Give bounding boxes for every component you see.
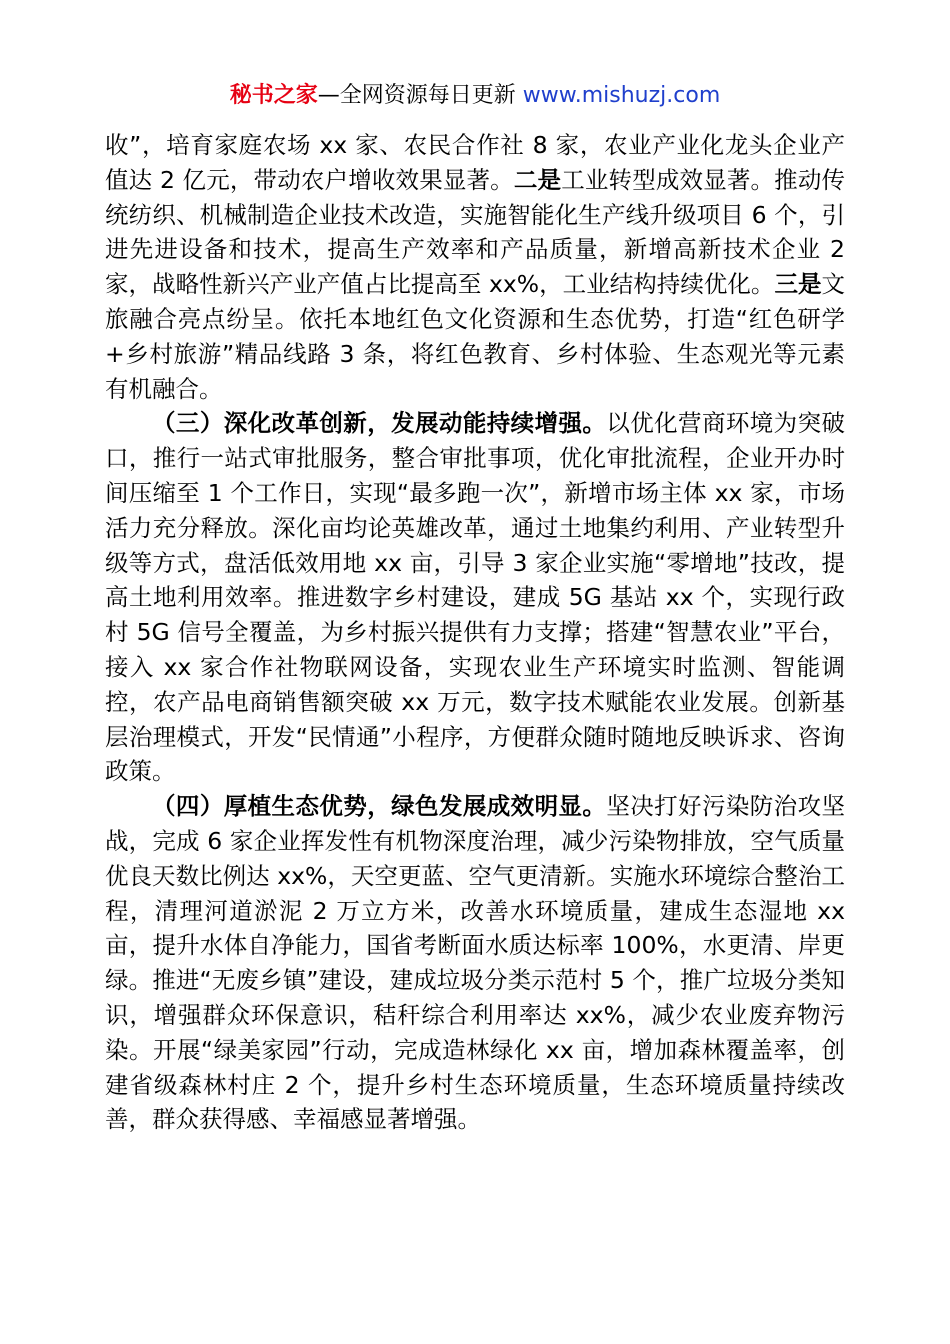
site-tagline: —全网资源每日更新 bbox=[317, 83, 523, 108]
text-run: 收”，培育家庭农场 xx 家、农民合作社 8 家，农业产业化龙头企业产值达 2 亿元，带动农户增收效果显著。 bbox=[105, 131, 845, 194]
bold-lead-phrase: 二是 bbox=[513, 165, 562, 194]
document-body bbox=[105, 128, 845, 1137]
section-heading: （三）深化改革创新，发展动能持续增强。 bbox=[152, 409, 607, 438]
site-url-link[interactable]: www.mishuzj.com bbox=[522, 83, 721, 108]
paragraph-section-3 bbox=[105, 406, 845, 789]
bold-lead-phrase: 三是 bbox=[774, 270, 822, 299]
text-run: 以优化营商环境为突破口，推行一站式审批服务，整合审批事项，优化审批流程，企业开办时间压缩至 1 个工作日，实现“最多跑一次”，新增市场主体 xx 家，市场活力充分释放。深化亩均论英雄改革，通过土地集约利用、产业转型升级等方式，盘活低效用地 xx 亩，引导 3 家企业实施“零增地”技改，提高土地利用效率。推进数字乡村建设，建成 5G 基站 xx 个，实现行政村 5G 信号全覆盖，为乡村振兴提供有力支撑；搭建“智慧农业”平台，接入 xx 家合作社物联网设备，实现农业生产环境实时监测、智能调控，农产品电商销售额突破 xx 万元，数字技术赋能农业发展。创新基层治理模式，开发“民情通”小程序，方便群众随时随地反映诉求、咨询政策。 bbox=[105, 409, 846, 786]
paragraph-continuation bbox=[105, 128, 845, 406]
text-run: 文旅融合亮点纷呈。依托本地红色文化资源和生态优势，打造“红色研学+乡村旅游”精品线路 3 条，将红色教育、乡村体验、生态观光等元素有机融合。 bbox=[105, 270, 845, 403]
text-run: 工业转型成效显著。推动传统纺织、机械制造企业技术改造，实施智能化生产线升级项目 6 个，引进先进设备和技术，提高生产效率和产品质量，新增高新技术企业 2 家，战略性新兴产业产值占比提高至 xx%，工业结构持续优化。 bbox=[105, 165, 846, 299]
section-heading: （四）厚植生态优势，绿色发展成效明显。 bbox=[152, 792, 607, 821]
paragraph-section-4 bbox=[105, 789, 845, 1137]
site-brand: 秘书之家 bbox=[229, 83, 318, 108]
site-header bbox=[0, 80, 950, 112]
text-run: 坚决打好污染防治攻坚战，完成 6 家企业挥发性有机物深度治理，减少污染物排放，空气质量优良天数比例达 xx%，天空更蓝、空气更清新。实施水环境综合整治工程，清理河道淤泥 2 万立方米，改善水环境质量，建成生态湿地 xx 亩，提升水体自净能力，国省考断面水质达标率 100%，水更清、岸更绿。推进“无废乡镇”建设，建成垃圾分类示范村 5 个，推广垃圾分类知识，增强群众环保意识，秸秆综合利用率达 xx%，减少农业废弃物污染。开展“绿美家园”行动，完成造林绿化 xx 亩，增加森林覆盖率，创建省级森林村庄 2 个，提升乡村生态环境质量，生态环境质量持续改善，群众获得感、幸福感显著增强。 bbox=[105, 792, 846, 1134]
